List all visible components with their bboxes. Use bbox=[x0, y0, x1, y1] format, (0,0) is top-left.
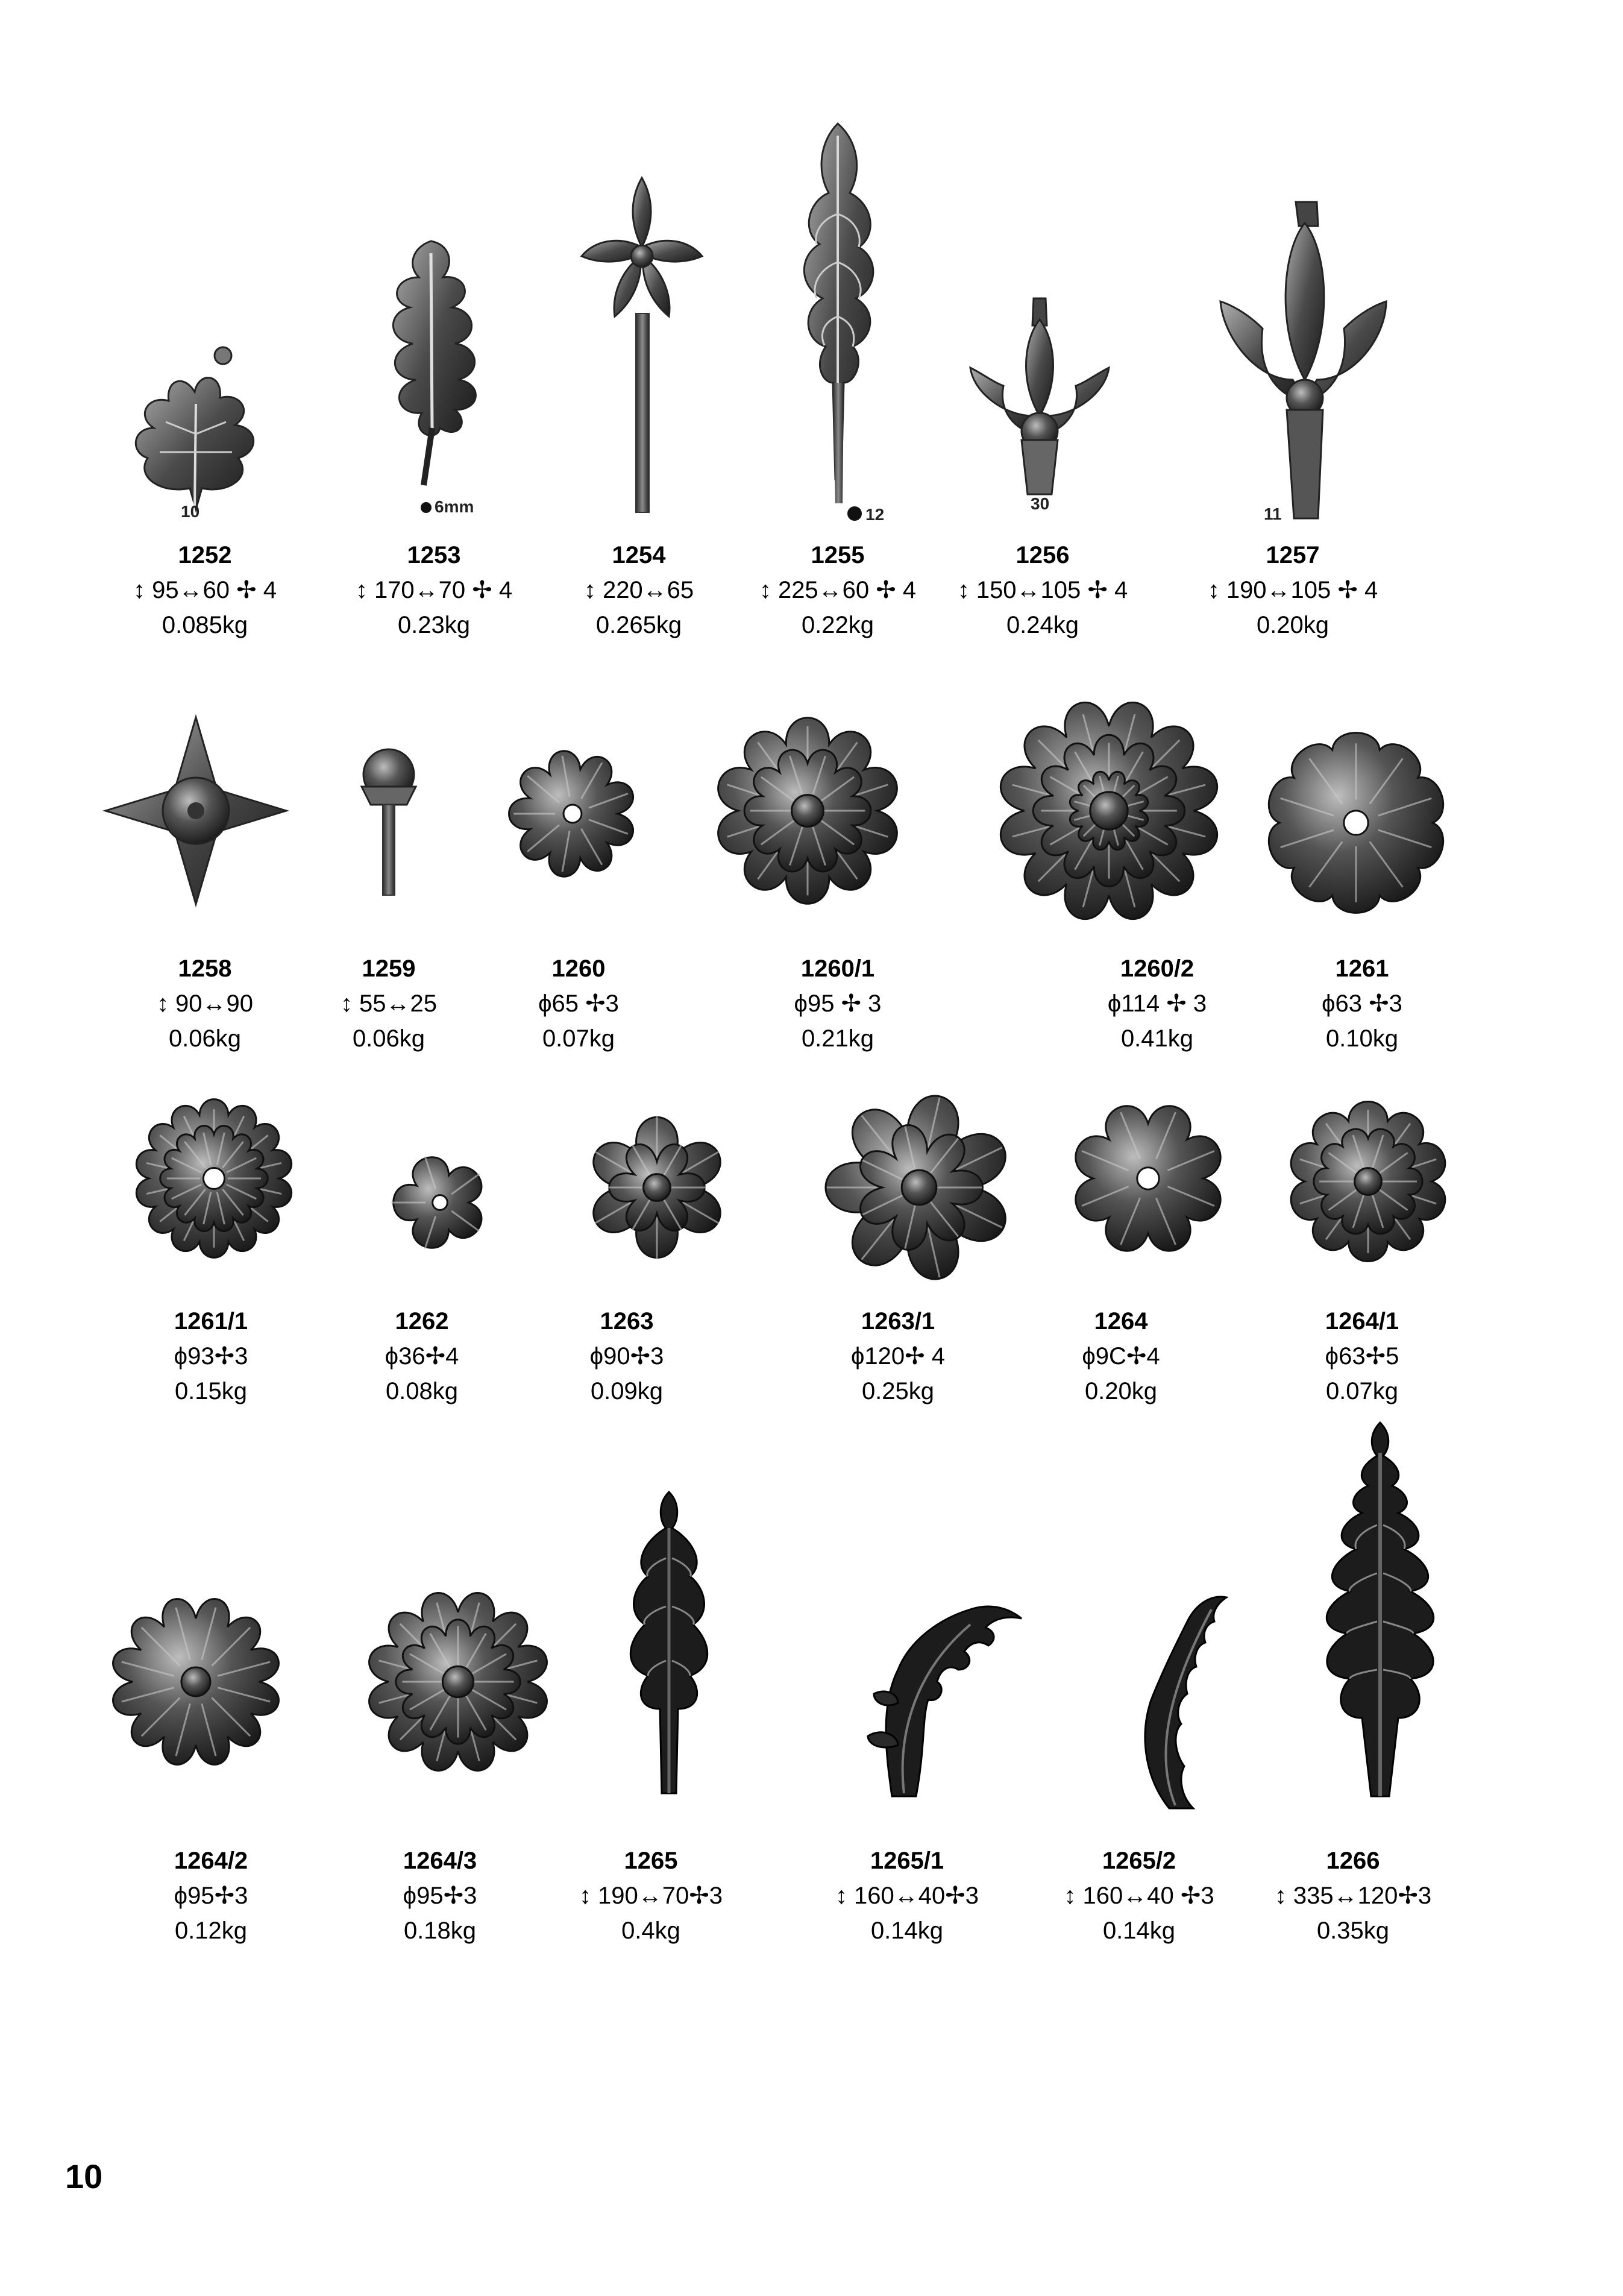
long-oak-leaf-icon bbox=[353, 229, 509, 518]
product-code: 1266 bbox=[1326, 1848, 1380, 1874]
five-petal-flower-icon bbox=[377, 1139, 503, 1266]
product-dimensions: ↕ 95↔60 ✢ 4 bbox=[133, 577, 277, 603]
product-dimensions: ϕ95 ✢ 3 bbox=[794, 990, 882, 1017]
product-dimensions: ↕ 160↔40✢3 bbox=[835, 1882, 979, 1909]
product-weight: 0.20kg bbox=[1084, 1378, 1158, 1404]
large-acanthus-rosette-icon bbox=[805, 1073, 1034, 1302]
product-dimensions: ϕ114 ✢ 3 bbox=[1107, 990, 1207, 1017]
product-dimensions: ϕ95✢3 bbox=[403, 1882, 477, 1909]
product-dimensions: ↕ 190↔105 ✢ 4 bbox=[1207, 577, 1378, 603]
product-dimensions: ↕ 225↔60 ✢ 4 bbox=[759, 577, 917, 603]
product-weight: 0.14kg bbox=[1102, 1917, 1176, 1944]
product-item-1261 bbox=[1235, 951, 1489, 1056]
double-rosette-icon bbox=[702, 705, 913, 916]
curved-acanthus-icon bbox=[850, 1573, 1025, 1802]
product-dimensions: ↕ 90↔90 bbox=[156, 990, 254, 1017]
product-code: 1261/1 bbox=[174, 1308, 248, 1335]
product-code: 1262 bbox=[395, 1308, 449, 1335]
product-code: 1263 bbox=[600, 1308, 654, 1335]
product-code: 1258 bbox=[178, 955, 232, 982]
dimension-mark-1253: 6mm bbox=[435, 497, 474, 516]
tall-acanthus-spray-icon bbox=[1296, 1417, 1464, 1802]
product-weight: 0.15kg bbox=[174, 1378, 248, 1404]
tulip-clip-icon bbox=[1214, 199, 1389, 524]
product-weight: 0.23kg bbox=[397, 612, 471, 638]
product-item-1266 bbox=[1226, 1843, 1480, 1948]
product-dimensions: ϕ63✢5 bbox=[1325, 1343, 1399, 1370]
product-weight: 0.09kg bbox=[590, 1378, 664, 1404]
product-code: 1259 bbox=[362, 955, 416, 982]
product-code: 1260 bbox=[551, 955, 606, 982]
product-dimensions: ϕ120✢ 4 bbox=[850, 1343, 945, 1370]
product-item-1265 bbox=[524, 1843, 777, 1948]
product-item-1264-2 bbox=[84, 1843, 337, 1948]
page-number: 10 bbox=[65, 2157, 103, 2195]
product-code: 1257 bbox=[1266, 542, 1320, 568]
product-weight: 0.10kg bbox=[1325, 1025, 1399, 1052]
product-weight: 0.07kg bbox=[542, 1025, 615, 1052]
dimension-mark-1255: 12 bbox=[865, 505, 885, 524]
product-weight: 0.08kg bbox=[385, 1378, 459, 1404]
product-dimensions: ϕ36✢4 bbox=[385, 1343, 459, 1370]
product-dimensions: ↕ 55↔25 bbox=[340, 990, 438, 1017]
product-item-1263 bbox=[500, 1304, 753, 1409]
product-weight: 0.085kg bbox=[162, 612, 248, 638]
product-weight: 0.21kg bbox=[801, 1025, 874, 1052]
product-weight: 0.41kg bbox=[1120, 1025, 1194, 1052]
product-dimensions: ↕ 170↔70 ✢ 4 bbox=[355, 577, 513, 603]
product-code: 1260/2 bbox=[1120, 955, 1194, 982]
product-item-1265-1 bbox=[780, 1843, 1034, 1948]
product-dimensions: ↕ 160↔40 ✢3 bbox=[1064, 1882, 1214, 1909]
product-item-1264 bbox=[994, 1304, 1248, 1409]
product-item-1256 bbox=[916, 538, 1169, 643]
product-weight: 0.06kg bbox=[168, 1025, 242, 1052]
acanthus-leaf-icon bbox=[765, 118, 910, 524]
oak-leaf-icon bbox=[124, 338, 268, 521]
product-dimensions: ϕ90✢3 bbox=[589, 1343, 664, 1370]
double-daisy-icon bbox=[356, 1579, 560, 1784]
product-weight: 0.24kg bbox=[1006, 612, 1079, 638]
product-dimensions: ϕ63 ✢3 bbox=[1322, 990, 1402, 1017]
triple-rosette-icon bbox=[985, 687, 1232, 934]
product-weight: 0.20kg bbox=[1256, 612, 1329, 638]
product-code: 1260/1 bbox=[800, 955, 875, 982]
product-code: 1252 bbox=[178, 542, 232, 568]
product-weight: 0.265kg bbox=[595, 612, 682, 638]
product-item-1264-1 bbox=[1235, 1304, 1489, 1409]
product-code: 1264/3 bbox=[403, 1848, 477, 1874]
product-dimensions: ↕ 150↔105 ✢ 4 bbox=[957, 577, 1128, 603]
lily-clip-icon bbox=[961, 295, 1118, 512]
product-weight: 0.14kg bbox=[870, 1917, 944, 1944]
product-code: 1254 bbox=[612, 542, 666, 568]
star-flower-stem-icon bbox=[570, 175, 714, 518]
dimension-mark-1252: 10 bbox=[181, 502, 200, 521]
dimension-mark-1256: 30 bbox=[1031, 494, 1050, 513]
product-code: 1255 bbox=[811, 542, 865, 568]
daisy-flower-icon bbox=[99, 1585, 292, 1778]
product-dimensions: ϕ9C✢4 bbox=[1082, 1343, 1160, 1370]
wavy-washer-icon bbox=[1257, 723, 1455, 922]
product-item-1260-1 bbox=[711, 951, 964, 1056]
textured-flower-icon bbox=[1278, 1091, 1458, 1272]
product-dimensions: ϕ95✢3 bbox=[174, 1882, 248, 1909]
eight-petal-flower-icon bbox=[1058, 1088, 1238, 1269]
product-dimensions: ↕ 220↔65 bbox=[583, 577, 694, 603]
product-weight: 0.4kg bbox=[621, 1917, 680, 1944]
acanthus-spray-icon bbox=[603, 1486, 735, 1799]
product-weight: 0.35kg bbox=[1316, 1917, 1390, 1944]
product-item-1257 bbox=[1166, 538, 1419, 643]
product-dimensions: ↕ 335↔120✢3 bbox=[1274, 1882, 1432, 1909]
product-dimensions: ϕ93✢3 bbox=[174, 1343, 248, 1370]
product-weight: 0.25kg bbox=[861, 1378, 935, 1404]
product-code: 1253 bbox=[407, 542, 461, 568]
product-item-1263-1 bbox=[771, 1304, 1025, 1409]
small-rosette-icon bbox=[497, 738, 648, 889]
product-code: 1265/1 bbox=[870, 1848, 944, 1874]
product-code: 1265 bbox=[624, 1848, 678, 1874]
product-weight: 0.12kg bbox=[174, 1917, 248, 1944]
knob-finial-icon bbox=[350, 744, 428, 901]
product-weight: 0.22kg bbox=[801, 612, 874, 638]
product-code: 1264/2 bbox=[174, 1848, 248, 1874]
four-point-star-icon bbox=[102, 714, 289, 907]
acanthus-rosette-icon bbox=[567, 1097, 747, 1278]
product-code: 1261 bbox=[1335, 955, 1389, 982]
product-code: 1256 bbox=[1016, 542, 1070, 568]
product-code: 1265/2 bbox=[1102, 1848, 1176, 1874]
scroll-acanthus-icon bbox=[1115, 1579, 1235, 1814]
product-dimensions: ↕ 190↔70✢3 bbox=[579, 1882, 723, 1909]
product-code: 1264 bbox=[1094, 1308, 1148, 1335]
fluted-washer-icon bbox=[127, 1091, 301, 1266]
product-dimensions: ϕ65 ✢3 bbox=[538, 990, 619, 1017]
product-weight: 0.18kg bbox=[403, 1917, 477, 1944]
product-item-1260 bbox=[452, 951, 705, 1056]
product-code: 1263/1 bbox=[861, 1308, 935, 1335]
product-weight: 0.07kg bbox=[1325, 1378, 1399, 1404]
product-item-1252 bbox=[78, 538, 331, 643]
product-weight: 0.06kg bbox=[352, 1025, 425, 1052]
product-code: 1264/1 bbox=[1325, 1308, 1399, 1335]
dimension-mark-1257: 11 bbox=[1264, 505, 1282, 523]
